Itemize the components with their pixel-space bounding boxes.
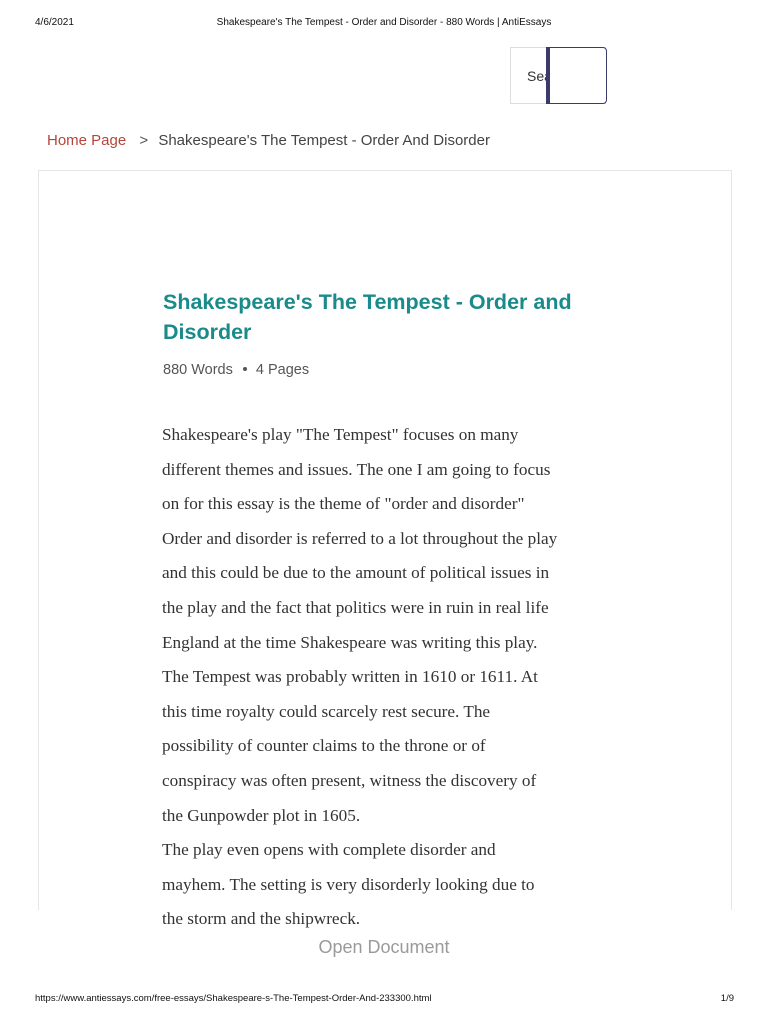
essay-line: mayhem. The setting is very disorderly looking due to — [162, 874, 535, 894]
search-button[interactable] — [546, 47, 607, 104]
print-page-title: Shakespeare's The Tempest - Order and Disorder - 880 Words | AntiEssays — [216, 17, 552, 28]
page-count: 4 Pages — [255, 362, 310, 378]
essay-line: the Gunpowder plot in 1605. — [162, 805, 361, 825]
breadcrumb — [47, 132, 490, 149]
search-input[interactable] — [511, 48, 546, 103]
search-box — [510, 47, 606, 104]
essay-line: possibility of counter claims to the throne or of — [162, 736, 486, 756]
essay-line: the storm and the shipwreck. — [162, 909, 361, 929]
print-url: https://www.antiessays.com/free-essays/Shakespeare-s-The-Tempest-Order-And-233300.html — [35, 993, 432, 1004]
breadcrumb-current: Shakespeare's The Tempest - Order And Disorder — [158, 132, 490, 149]
open-document-button[interactable]: Open Document — [318, 937, 450, 957]
essay-line: England at the time Shakespeare was writing this play. — [162, 632, 538, 652]
print-date: 4/6/2021 — [35, 17, 74, 28]
essay-line: conspiracy was often present, witness the discovery of — [162, 770, 537, 790]
essay-meta — [163, 362, 309, 378]
print-header — [0, 14, 768, 30]
meta-separator-dot — [243, 367, 247, 371]
essay-line: and this could be due to the amount of political issues in — [162, 563, 550, 583]
essay-body — [162, 418, 612, 929]
word-count: 880 Words — [163, 362, 233, 378]
essay-line: Order and disorder is referred to a lot throughout the play — [162, 528, 558, 548]
essay-line: the play and the fact that politics were in ruin in real life — [162, 597, 549, 617]
essay-line: different themes and issues. The one I am going to focus — [162, 459, 551, 479]
essay-line: on for this essay is the theme of "order and disorder" — [162, 494, 525, 514]
essay-line: The play even opens with complete disorder and — [162, 840, 496, 860]
essay-title: Shakespeare's The Tempest - Order and Disorder — [163, 290, 572, 344]
essay-line: Shakespeare's play "The Tempest" focuses on many — [162, 425, 519, 444]
print-page-number: 1/9 — [720, 993, 734, 1004]
essay-line: The Tempest was probably written in 1610 or 1611. At — [162, 667, 538, 687]
essay-line: this time royalty could scarcely rest secure. The — [162, 701, 491, 721]
breadcrumb-separator: > — [139, 132, 149, 149]
breadcrumb-home-link[interactable]: Home Page — [47, 132, 127, 149]
